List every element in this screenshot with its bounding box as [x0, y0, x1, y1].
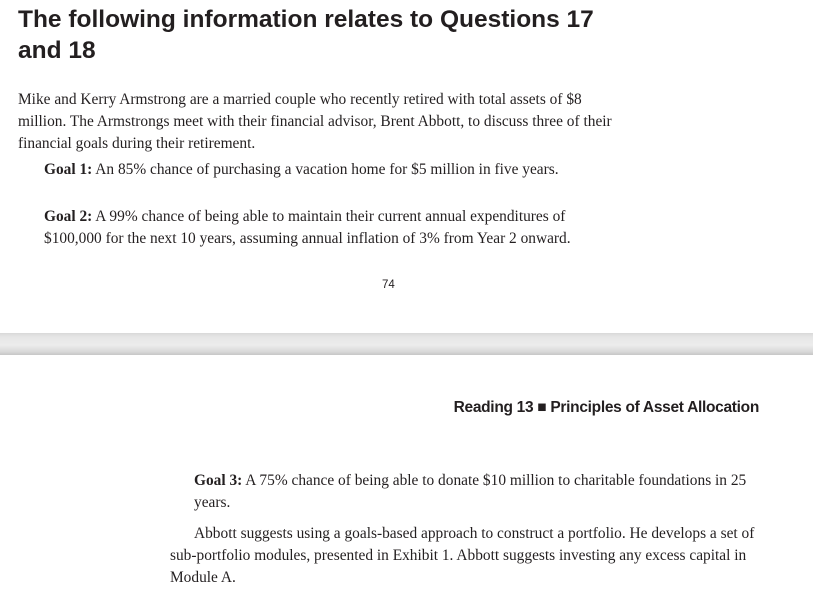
goal-3-text: A 75% chance of being able to donate $10 million to charitable foundations in 25 years.: [194, 472, 747, 511]
page-number: 74: [382, 279, 395, 291]
goal-3-paragraph: [194, 470, 760, 514]
running-header: Reading 13 ■ Principles of Asset Allocation: [453, 399, 759, 416]
goal-1-label: Goal 1:: [44, 161, 93, 178]
goal-2-text: A 99% chance of being able to maintain their current annual expenditures of $100,000 for the next 10 years, assuming annual inflation of 3% from Year 2 onward.: [44, 208, 571, 247]
abbott-paragraph: Abbott suggests using a goals-based approach to construct a portfolio. He develops a set of sub-portfolio modules, presented in Exhibit 1. Abbott suggests investing any excess capital in Module A.: [170, 525, 755, 586]
section-heading: The following information relates to Questions 17 and 18: [18, 6, 594, 64]
goal-2-paragraph: [44, 206, 602, 250]
goal-1-paragraph: [44, 159, 594, 181]
goal-1-text: An 85% chance of purchasing a vacation home for $5 million in five years.: [92, 161, 559, 178]
page-separator: [0, 333, 813, 355]
intro-paragraph: Mike and Kerry Armstrong are a married couple who recently retired with total assets of $8 million. The Armstrongs meet with their financial advisor, Brent Abbott, to discuss three of their financial goals during their retirement.: [18, 91, 612, 152]
goal-2-label: Goal 2:: [44, 208, 93, 225]
goal-3-label: Goal 3:: [194, 472, 243, 489]
